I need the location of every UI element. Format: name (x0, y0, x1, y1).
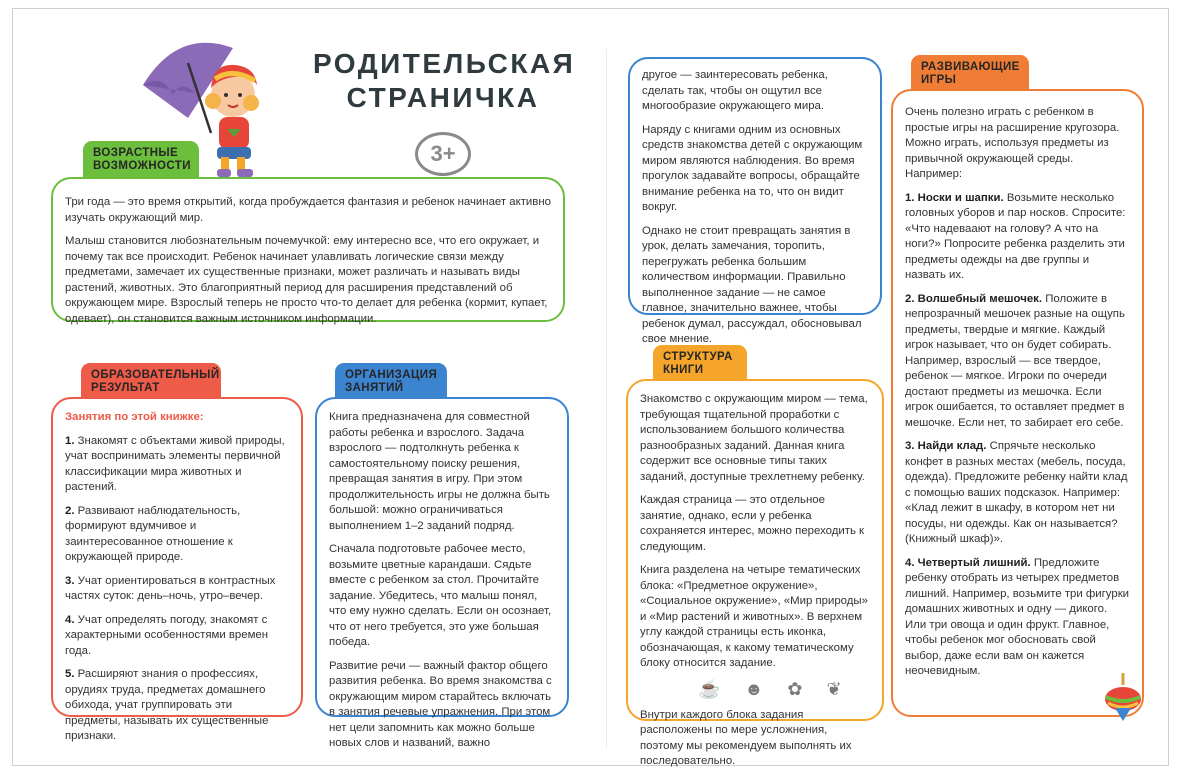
section-tag-games (911, 55, 1029, 91)
item-number: 4. (65, 613, 75, 626)
game-text: Спрячьте несколько конфет в разных местах (мебель, посуда, одежда). Предложите ребенку найти клад с помощью ваших подсказок. Например: «Клад лежит в шкафу, в котором нет ни посуды, ни одежды. Как он называется? (Книжный шкаф)». (905, 440, 1128, 545)
theme-icons-row (698, 680, 870, 698)
page-title (313, 47, 576, 115)
age-badge: 3+ (415, 132, 471, 176)
item-text: Развивают наблюдательность, формируют вдумчивое и заинтересованное отношение к окружающей природе. (65, 504, 241, 563)
list-item (65, 613, 289, 660)
game-item (905, 191, 1130, 284)
section-vozrast (51, 177, 565, 325)
game-item (905, 439, 1130, 548)
paragraph: Наряду с книгами одним из основных средств знакомства детей с окружающим миром являются наблюдения. Во время прогулок задавайте вопросы, обращайте внимание ребенка на то, что он видит вокруг. (642, 123, 863, 213)
item-number: 1. (65, 434, 75, 447)
tag-line: ОРГАНИЗАЦИЯ (345, 369, 438, 381)
list-item (65, 574, 289, 605)
item-number: 5. (65, 668, 75, 680)
list-item (65, 434, 289, 496)
tag-line: ВОЗРАСТНЫЕ (93, 147, 179, 159)
paragraph: Сначала подготовьте рабочее место, возьмите цветные карандаши. Сядьте вместе с ребенком за стол. Прочитайте задание. Убедитесь, что малыш понял, что ему нужно сделать. Если он осознает, что от него требуется, это уже большая победа. (329, 543, 552, 648)
tag-line: СТРУКТУРА (663, 351, 733, 363)
item-number: 3. (65, 574, 75, 587)
paragraph: Однако не стоит превращать занятия в урок, делать замечания, торопить, перегружать ребенка большим количеством информации. Правильно выполненное задание — не самое главное, значительно важнее, чтобы ребенок думал, рассуждал, обосновывал свое мнение. (642, 224, 862, 345)
leaf-icon: ✿ (787, 678, 803, 699)
tag-line: ОБРАЗОВАТЕЛЬНЫЙ (91, 369, 220, 381)
teapot-icon: ☕ (698, 678, 721, 699)
tag-line: КНИГИ (663, 363, 704, 376)
page-fold (606, 49, 607, 749)
game-title: 2. Волшебный мешочек. (905, 292, 1043, 305)
butterfly-icon: ❦ (826, 678, 842, 699)
book-spread (12, 8, 1169, 766)
section-org (315, 397, 569, 749)
section-obraz (51, 397, 303, 742)
item-text: Учат определять погоду, знакомят с характерными особенностями времен года. (65, 613, 269, 657)
game-item (905, 292, 1130, 432)
item-text: Расширяют знания о профессиях, орудиях труда, предметах домашнего обихода, учат группировать эти предметы, называть их существенные признаки. (65, 668, 269, 742)
section-games (891, 89, 1144, 717)
game-title: 4. Четвертый лишний. (905, 556, 1031, 569)
game-text: Возьмите несколько головных уборов и пар носков. Спросите: «Что надеваают на голову? А что на ноги?» Попросите ребенка разделить эти предметы одежды на две группы и назвать их. (905, 191, 1126, 281)
tag-line: ЗАНЯТИЙ (345, 381, 404, 394)
paragraph: Внутри каждого блока задания расположены по мере усложнения, поэтому мы рекомендуем выполнять их последовательно. (640, 708, 852, 767)
people-icon: ☻ (744, 678, 764, 699)
paragraph: Знакомство с окружающим миром — тема, требующая тщательной проработки с использованием большого количества разнообразных заданий. Данная книга содержит все основные типы таких заданий, доступные трехлетнему ребенку. (640, 393, 868, 483)
list-item (65, 667, 289, 745)
game-title: 1. Носки и шапки. (905, 191, 1004, 204)
section-struct (626, 379, 884, 767)
title-line-2: СТРАНИЧКА (346, 82, 540, 113)
game-item (905, 556, 1130, 680)
paragraph: Малыш становится любознательным почемучкой: ему интересно все, что его окружает, и почему так все происходит. Ребенок начинает улавливать логические связи между предметами, замечает их существенные признаки, может различать и называть виды растений, животных. Это благоприятный период для расширения представлений об окружающем мире. Взрослый теперь не просто что-то делает для ребенка (кормит, купает, одевает), он становится важным источником информации. (65, 235, 548, 325)
section-tag-org (335, 363, 447, 399)
title-line-1: РОДИТЕЛЬСКАЯ (313, 48, 576, 79)
paragraph: Очень полезно играть с ребенком в простые игры на расширение кругозора. Можно играть, используя предметы из привычной окружающей среды. Например: (905, 106, 1120, 180)
game-title: 3. Найди клад. (905, 440, 987, 452)
paragraph: Книга предназначена для совместной работы ребенка и взрослого. Задача взрослого — подтолкнуть ребенка к самостоятельному поиску решения, превращая занятия в игру. При этом продолжительность игры не должна быть большой: можно ограничиваться выполнением 1–2 заданий подряд. (329, 411, 550, 532)
spinning-top-illustration (1103, 673, 1143, 723)
tag-line: РАЗВИВАЮЩИЕ (921, 61, 1020, 73)
tag-line: ИГРЫ (921, 73, 957, 86)
game-text: Положите в непрозрачный мешочек разные на ощупь предметы, твердые и мягкие. Каждый игрок называет, что он будет собирать. Например, взрослый — все твердое, ребенок — мягкое. Игроки по очереди достают предметы из мешочка. Если игрок ошибается, то оставляет предмет в мешочке. Если нет, то забирает его себе. (905, 292, 1125, 429)
item-text: Учат ориентироваться в контрастных частях суток: день–ночь, утро–вечер. (65, 574, 276, 602)
item-text: Знакомят с объектами живой природы, учат воспринимать элементы первичной классификации мира животных и растений. (65, 434, 285, 493)
paragraph: Каждая страница — это отдельное занятие, однако, если у ребенка сохраняется интерес, можно переходить к следующим. (640, 494, 865, 553)
section-org-continued (628, 57, 882, 345)
tag-line: ВОЗМОЖНОСТИ (93, 159, 191, 172)
paragraph: Развитие речи — важный фактор общего развития ребенка. Во время знакомства с окружающим миром старайтесь включать в занятия речевые упражнения. При этом нет цели запомнить как можно больше новых слов и названий, важно (329, 659, 552, 749)
list-item (65, 504, 289, 566)
section-tag-struct (653, 345, 747, 381)
paragraph: другое — заинтересовать ребенка, сделать так, чтобы он ощутил все многообразие окружающего мира. (642, 69, 828, 112)
section-tag-vozrast (83, 141, 199, 177)
item-number: 2. (65, 504, 75, 517)
game-text: Предложите ребенку отобрать из четырех предметов лишний. Например, возьмите три фигурки домашних животных и одну — дикого. Или три овоща и один фрукт. Главное, чтобы ребенок мог обосновать свой выбор, даже если вам он кажется неочевидным. (905, 556, 1130, 677)
section-tag-obraz (81, 363, 221, 399)
paragraph: Три года — это время открытий, когда пробуждается фантазия и ребенок начинает активно изучать окружающий мир. (65, 196, 551, 224)
tag-line: РЕЗУЛЬТАТ (91, 381, 160, 394)
paragraph: Книга разделена на четыре тематических блока: «Предметное окружение», «Социальное окружение», «Мир природы» и «Мир растений и животных». В верхнем углу каждой страницы есть иконка, обозначающая, к какому тематическому блоку относится задание. (640, 564, 868, 669)
section-subtitle: Занятия по этой книжке: (65, 411, 204, 423)
